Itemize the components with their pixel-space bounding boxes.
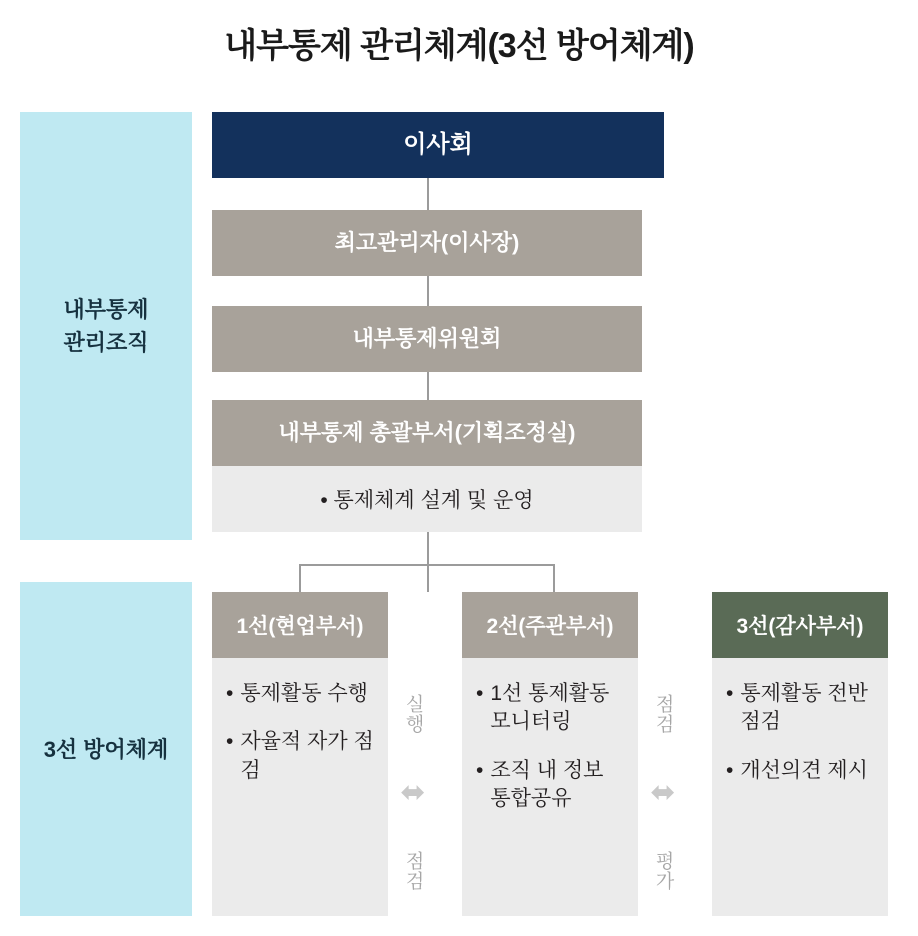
list-item-text: 자율적 자가 점검: [240, 730, 374, 782]
connector-label-top-2: 점검: [652, 694, 674, 734]
page-title-paren: (3선 방어체계): [487, 27, 694, 65]
connector-branch-line1: [299, 564, 301, 592]
box-top-manager: 최고관리자(이사장): [212, 210, 642, 276]
list-item-text: 통제활동 전반 점검: [740, 682, 868, 734]
connector-trunk-vertical: [427, 532, 429, 564]
connector-label-bottom-2: 평가: [652, 851, 674, 891]
bullet-dot-icon: •: [476, 758, 484, 782]
connector-top-manager-to-committee: [427, 276, 429, 306]
column-line1-body: [212, 658, 388, 916]
list-item: [476, 680, 624, 737]
list-item-text: 1선 통제활동 모니터링: [490, 682, 610, 734]
category-label-internal-control-org: [20, 112, 192, 540]
list-item-text: 조직 내 정보 통합공유: [490, 758, 604, 811]
bullet-dot-icon: •: [226, 730, 234, 754]
category-org-line2: 관리조직: [63, 330, 149, 355]
column-line2-body: [462, 658, 638, 916]
bullet-dot-icon: •: [476, 682, 484, 705]
connector-branch-line2: [427, 564, 429, 592]
column-line3: [712, 592, 888, 916]
list-item-text: 통제활동 수행: [240, 682, 368, 705]
list-item: [726, 680, 874, 737]
connector-label-bottom-1: 점검: [402, 851, 424, 891]
list-item: [476, 757, 624, 814]
box-general-department-desc: • 통제체계 설계 및 운영: [212, 466, 642, 532]
list-item: [226, 680, 374, 708]
bullet-dot-icon: •: [726, 758, 734, 782]
box-internal-control-committee: 내부통제위원회: [212, 306, 642, 372]
double-arrow-icon: ⬌: [400, 775, 426, 809]
column-line1: [212, 592, 388, 916]
connector-board-to-top-manager: [427, 178, 429, 210]
double-arrow-icon: ⬌: [650, 775, 676, 809]
connector-branch-line2b: [553, 564, 555, 592]
connector-group-line1-line2: [388, 680, 438, 905]
box-board-of-directors: 이사회: [212, 112, 664, 178]
column-line3-header: 3선(감사부서): [712, 592, 888, 658]
connector-group-line2-line3: [638, 680, 688, 905]
column-line1-header: 1선(현업부서): [212, 592, 388, 658]
list-item: [726, 757, 874, 785]
bullet-dot-icon: •: [226, 682, 234, 705]
category-org-line1: 내부통제: [63, 297, 149, 322]
connector-label-top-1: 실행: [402, 694, 424, 734]
page-title: [0, 18, 918, 67]
bullet-dot-icon: •: [726, 682, 734, 705]
page-title-main: 내부통제 관리체계: [224, 27, 488, 65]
box-general-department: 내부통제 총괄부서(기획조정실): [212, 400, 642, 466]
column-line2: [462, 592, 638, 916]
list-item: [226, 728, 374, 785]
category-label-three-lines: 3선 방어체계: [20, 582, 192, 916]
column-line3-body: [712, 658, 888, 916]
connector-committee-to-general-dept: [427, 372, 429, 400]
list-item-text: 개선의견 제시: [740, 758, 868, 782]
column-line2-header: 2선(주관부서): [462, 592, 638, 658]
